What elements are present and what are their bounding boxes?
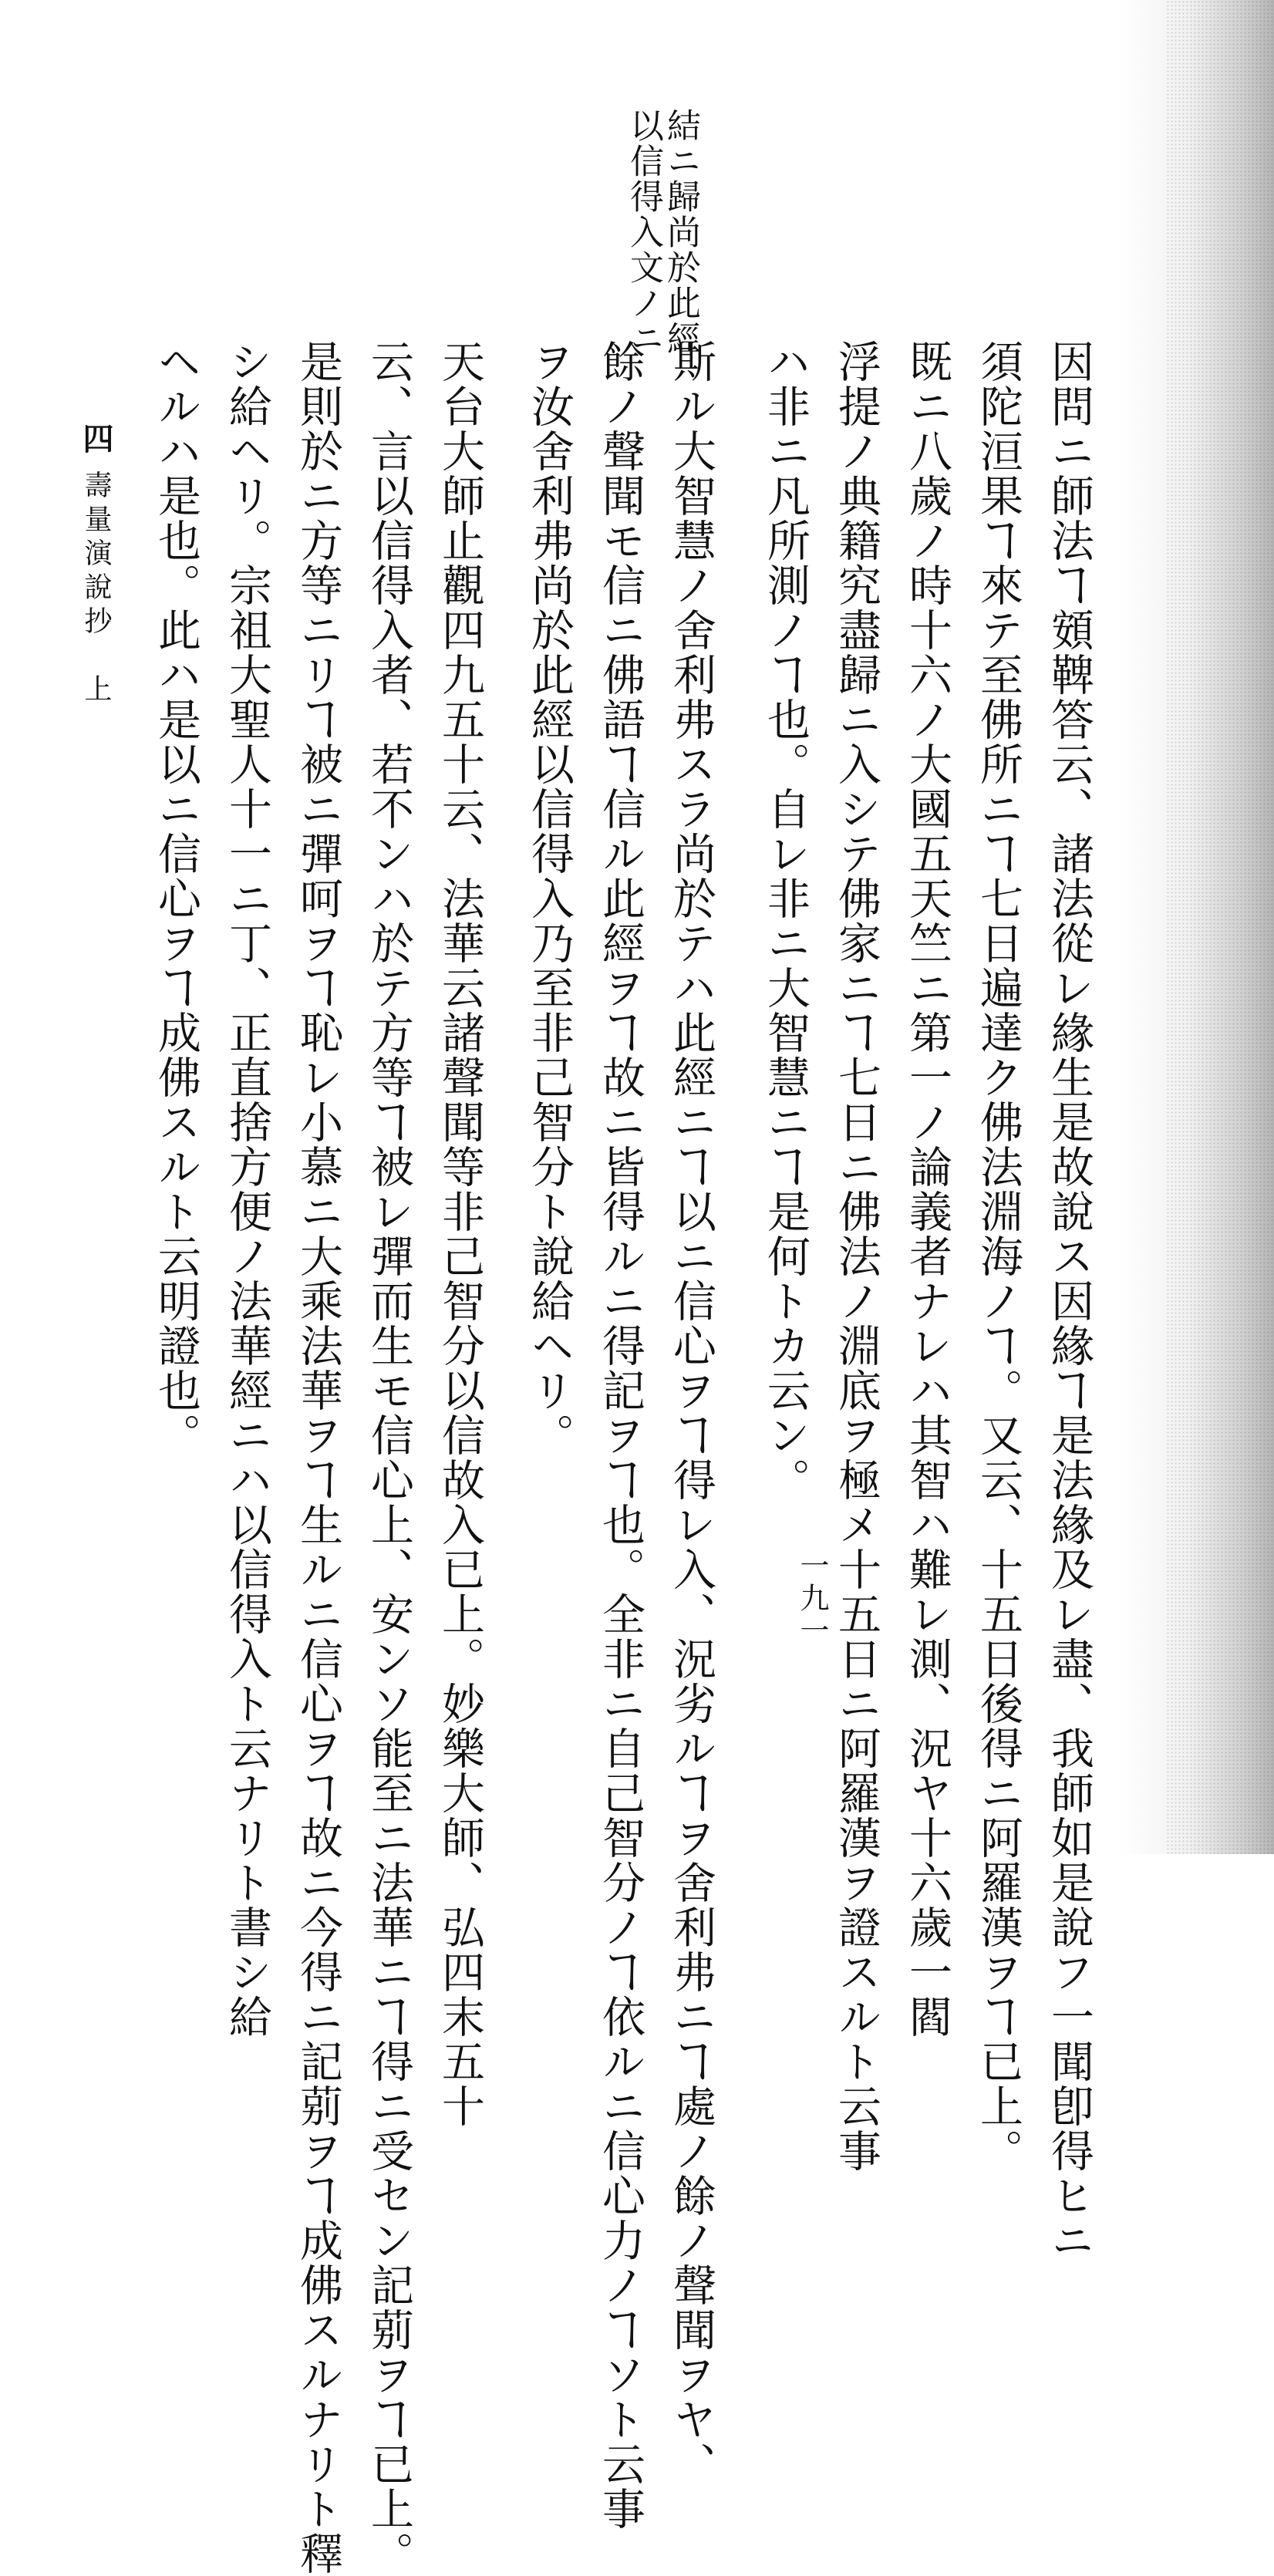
body-column-2: 須陀洹果ヿ來テ至佛所ニヿ七日遍達ク佛法淵海ノヿ。又云、十五日後得ニ阿羅漢ヲヿ已上。 <box>973 339 1023 2173</box>
page-number: 一九一 <box>795 1550 829 1647</box>
body-column-8: ヲ汝舍利弗尚於此經以信得入乃至非己智分ト說給ヘリ。 <box>524 339 575 1458</box>
running-title: 壽量演說抄 上 <box>80 470 112 708</box>
body-column-11: 是則於ニ方等ニリヿ被ニ彈呵ヲヿ恥レ小慕ニ大乘法華ヲヿ生ルニ信心ヲヿ故ニ今得ニ記莂ヲヿ成佛スルナリト釋 <box>293 339 343 2576</box>
body-column-5: ハ非ニ凡所測ノヿ也。自レ非ニ大智慧ニヿ是何トカ云ン。 <box>760 339 811 1502</box>
scan-edge-texture <box>1166 0 1274 1854</box>
heading-line-2: 以信得入文ノニ <box>624 108 663 356</box>
body-column-9: 天台大師止觀四九五十云、法華云諸聲聞等非己智分以信故入已上。妙樂大師、弘四末五十 <box>435 339 485 2129</box>
body-column-6: 斯ル大智慧ノ舍利弗スラ尚於テハ此經ニヿ以ニ信心ヲヿ得レ入、況劣ルヿヲ舍利弗ニヿ處ノ餘ノ聲聞ヲヤ、 <box>666 339 716 2487</box>
body-column-7: 餘ノ聲聞モ信ニ佛語ヿ信ル此經ヲヿ故ニ皆得ルニ得記ヲヿ也。全非ニ自己智分ノヿ依ルニ信心力ノヿソト云事 <box>595 339 645 2531</box>
body-column-13: ヘルハ是也。此ハ是以ニ信心ヲヿ成佛スルト云明證也。 <box>151 339 201 1458</box>
folio-number: 四 <box>78 423 114 453</box>
body-column-10: 云、言以信得入者、若不ンハ於テ方等ヿ被レ彈而生モ信心上、安ンソ能至ニ法華ニヿ得ニ受セン記莂ヲヿ已上。 <box>364 339 414 2576</box>
body-column-12: シ給ヘリ。宗祖大聖人十一ニ丁、正直捨方便ノ法華經ニハ以信得入ト云ナリト書シ給 <box>222 339 272 2039</box>
body-column-1: 因問ニ師法ヿ頞鞞答云、諸法從レ緣生是故說ス因緣ヿ是法緣及レ盡、我師如是說フ一聞卽得ヒニ <box>1044 339 1094 2263</box>
body-column-3: 既ニ八歲ノ時十六ノ大國五天竺ニ第一ノ論義者ナレハ其智ハ難レ測、況ヤ十六歲一閻 <box>902 339 952 2039</box>
heading-line-1: 結ニ歸尚於此經 <box>661 108 700 356</box>
body-column-4: 浮提ノ典籍究盡歸ニ入シテ佛家ニヿ七日ニ佛法ノ淵底ヲ極メ十五日ニ阿羅漢ヲ證スルト云事 <box>831 339 881 2173</box>
